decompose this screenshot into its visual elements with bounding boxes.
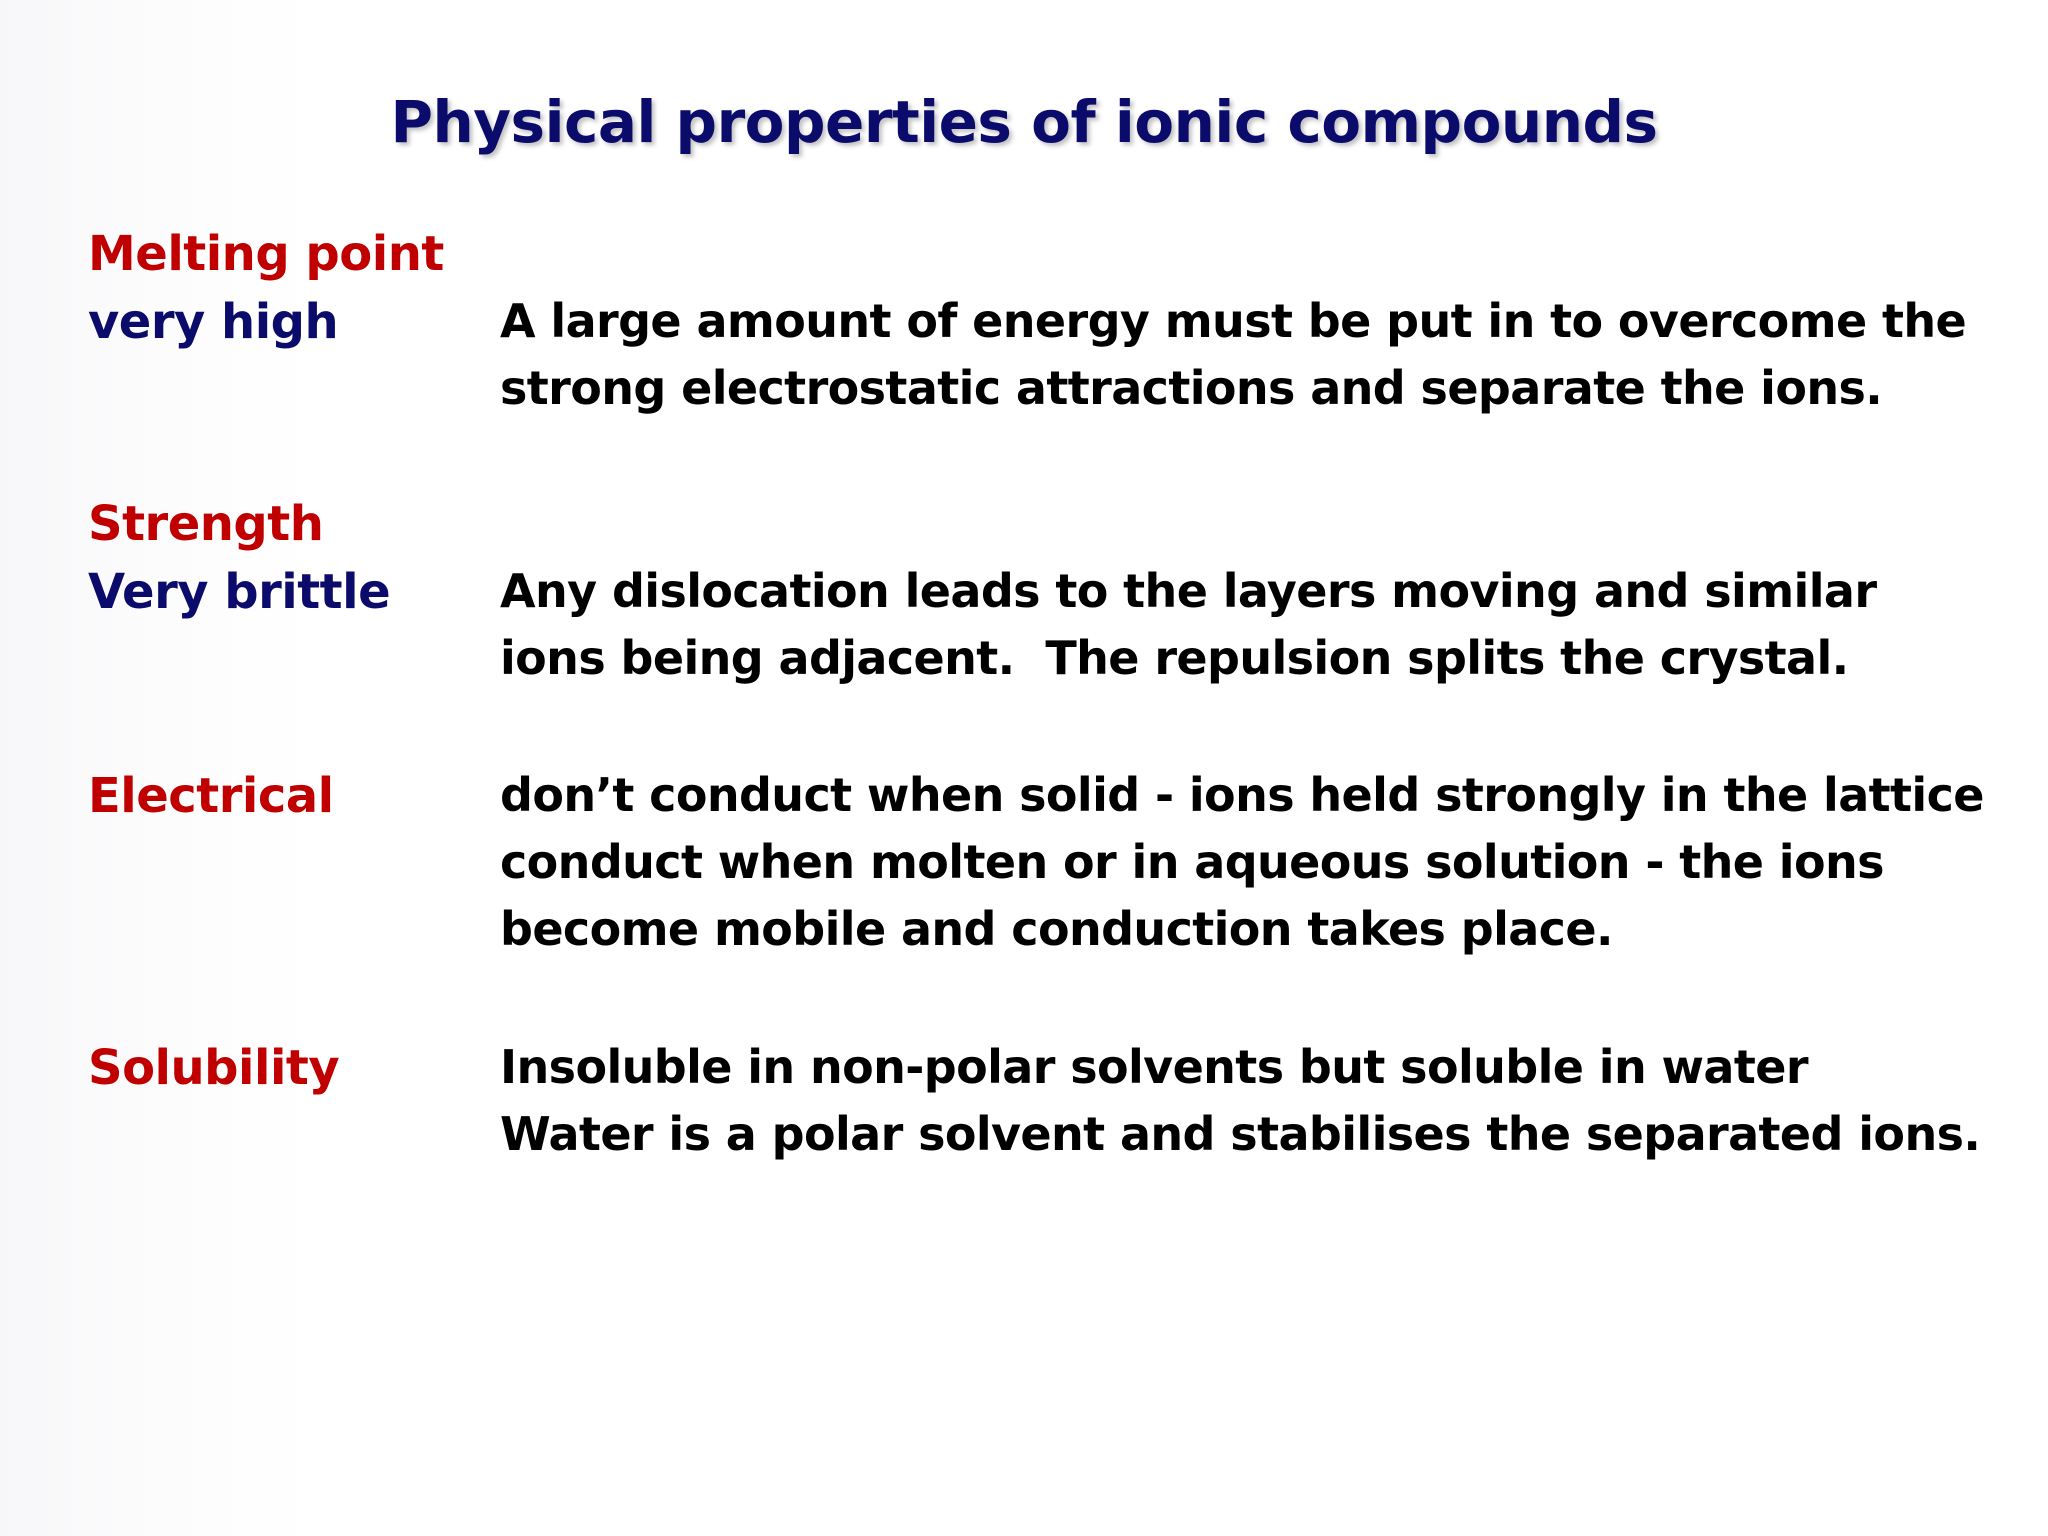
section-description xyxy=(500,558,1876,692)
description-line: Any dislocation leads to the layers moving and similar xyxy=(500,564,1877,618)
description-line: Water is a polar solvent and stabilises the separated ions. xyxy=(500,1107,1981,1161)
description-line: strong electrostatic attractions and separate the ions. xyxy=(500,361,1883,415)
section-subheading: very high xyxy=(88,294,339,350)
section-description xyxy=(500,288,1966,422)
section-heading: Strength xyxy=(88,496,324,552)
section-solubility xyxy=(88,1040,1988,1200)
section-heading: Electrical xyxy=(88,768,334,824)
section-heading: Melting point xyxy=(88,226,444,282)
description-line: Insoluble in non-polar solvents but soluble in water xyxy=(500,1040,1808,1094)
description-line: don’t conduct when solid - ions held strongly in the lattice xyxy=(500,768,1984,822)
description-line: A large amount of energy must be put in to overcome the xyxy=(500,294,1967,348)
section-melting-point xyxy=(88,226,1988,426)
slide-title: Physical properties of ionic compounds xyxy=(390,88,1658,156)
description-line: ions being adjacent. The repulsion splits the crystal. xyxy=(500,631,1849,685)
section-description xyxy=(500,762,1984,963)
section-subheading: Very brittle xyxy=(88,564,391,620)
description-line: become mobile and conduction takes place. xyxy=(500,902,1613,956)
section-description xyxy=(500,1034,1980,1168)
section-electrical xyxy=(88,768,1988,988)
section-heading: Solubility xyxy=(88,1040,340,1096)
section-strength xyxy=(88,496,1988,696)
description-line: conduct when molten or in aqueous solution - the ions xyxy=(500,835,1884,889)
